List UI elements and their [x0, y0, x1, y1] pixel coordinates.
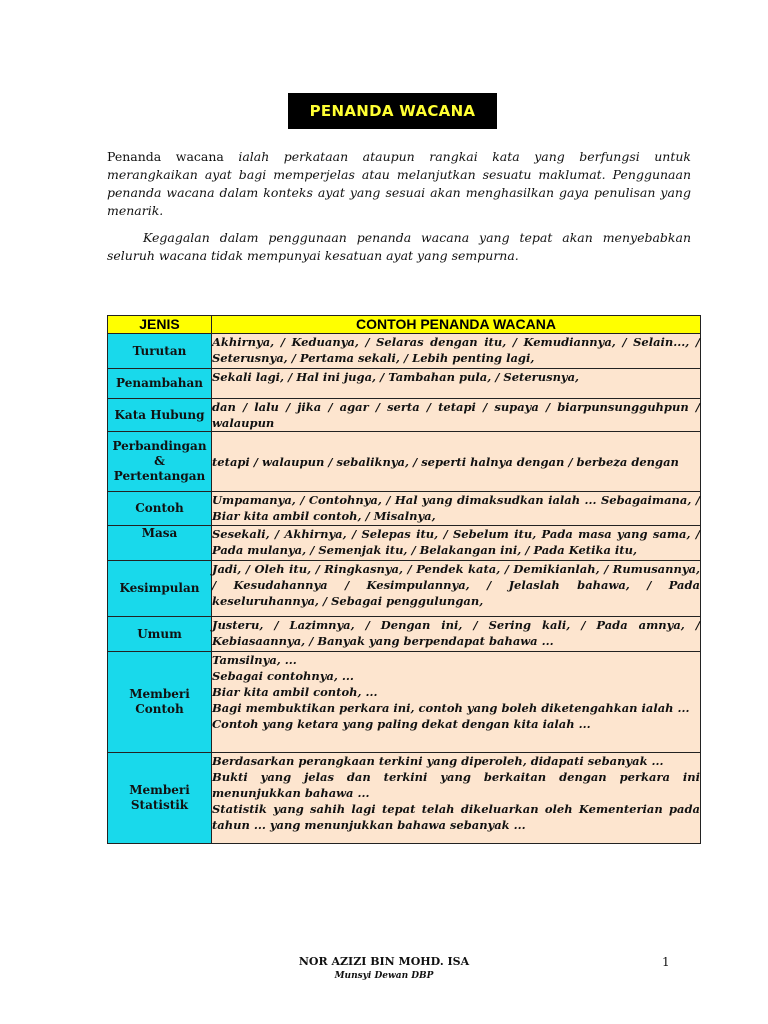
table-row — [108, 526, 701, 561]
intro-paragraph-2: Kegagalan dalam penggunaan penanda wacana yang tepat akan menyebabkan seluruh wacana tidak mempunyai kesatuan ayat yang sempurna. — [107, 230, 691, 263]
row-category: Turutan — [108, 334, 212, 369]
table-row — [108, 617, 701, 652]
table-row — [108, 369, 701, 399]
example-line: Biar kita ambil contoh, ... — [212, 685, 378, 699]
example-line: Justeru, / Lazimnya, / Dengan ini, / Sering kali, / Pada amnya, / Kebiasaannya, / Banyak yang berpendapat bahawa ... — [212, 618, 700, 648]
table-row — [108, 652, 701, 753]
table-row — [108, 561, 701, 617]
footer-role: Munsyi Dewan DBP — [334, 971, 434, 981]
intro-lead: Penanda wacana — [107, 149, 224, 164]
row-examples — [212, 526, 701, 561]
row-category — [108, 399, 212, 432]
row-category: Memberi Contoh — [108, 652, 212, 753]
row-category: Masa — [108, 526, 212, 561]
page-title: PENANDA WACANA — [309, 102, 476, 120]
example-line: Berdasarkan perangkaan terkini yang diperoleh, didapati sebanyak ... — [212, 754, 664, 768]
example-line: Umpamanya, / Contohnya, / Hal yang dimaksudkan ialah ... Sebagaimana, / Biar kita ambil contoh, / Misalnya, — [212, 493, 700, 523]
table-row — [108, 492, 701, 526]
example-line: Bagi membuktikan perkara ini, contoh yang boleh diketengahkan ialah ... — [212, 701, 690, 715]
row-category-label: Kata Hubung — [114, 407, 205, 422]
row-category: Kesimpulan — [108, 561, 212, 617]
example-line: Sesekali, / Akhirnya, / Selepas itu, / Sebelum itu, Pada masa yang sama, / Pada mulanya, / Semenjak itu, / Belakangan ini, / Pada Ketika itu, — [212, 527, 700, 557]
row-category: Contoh — [108, 492, 212, 526]
example-line: Sebagai contohnya, ... — [212, 669, 354, 683]
example-line: Jadi, / Oleh itu, / Ringkasnya, / Pendek kata, / Demikianlah, / Rumusannya, / Kesudahannya / Kesimpulannya, / Jelaslah bahawa, / Pada keseluruhannya, / Sebagai penggulungan, — [212, 562, 700, 608]
row-examples — [212, 652, 701, 753]
row-examples — [212, 399, 701, 432]
title-box — [288, 93, 497, 129]
row-examples — [212, 561, 701, 617]
example-line: Contoh yang ketara yang paling dekat dengan kita ialah ... — [212, 717, 591, 731]
table-header-row — [108, 316, 701, 334]
row-category: Umum — [108, 617, 212, 652]
example-line: dan / lalu / jika / agar / serta / tetapi / supaya / biarpunsungguhpun / walaupun — [212, 400, 700, 430]
row-examples — [212, 369, 701, 399]
intro-paragraph — [107, 148, 691, 220]
intro-rest: ialah perkataan ataupun rangkai kata yang berfungsi untuk merangkaikan ayat bagi memperjelas atau melanjutkan sesuatu maklumat. Penggunaan penanda wacana dalam konteks ayat yang sesuai akan menghasilkan gaya penulisan yang menarik. — [107, 149, 691, 218]
header-jenis: JENIS — [108, 316, 212, 334]
page-number: 1 — [662, 955, 670, 969]
example-line: Statistik yang sahih lagi tepat telah dikeluarkan oleh Kementerian pada tahun ... yang menunjukkan bahawa sebanyak ... — [212, 802, 700, 832]
row-category: Memberi Statistik — [108, 753, 212, 844]
row-category: Penambahan — [108, 369, 212, 399]
table-row — [108, 432, 701, 492]
row-examples — [212, 492, 701, 526]
table-row — [108, 334, 701, 369]
example-line: Akhirnya, / Keduanya, / Selaras dengan itu, / Kemudiannya, / Selain..., / Seterusnya, / Pertama sekali, / Lebih penting lagi, — [212, 335, 700, 365]
example-line: Bukti yang jelas dan terkini yang berkaitan dengan perkara ini menunjukkan bahawa ... — [212, 770, 700, 800]
example-line: Sekali lagi, / Hal ini juga, / Tambahan pula, / Seterusnya, — [212, 370, 580, 384]
example-line: Tamsilnya, ... — [212, 653, 297, 667]
table-row — [108, 753, 701, 844]
row-examples — [212, 617, 701, 652]
row-examples — [212, 334, 701, 369]
discourse-marker-table — [107, 315, 701, 844]
footer-author: NOR AZIZI BIN MOHD. ISA — [298, 955, 470, 968]
row-category: Perbandingan & Pertentangan — [108, 432, 212, 492]
row-examples — [212, 432, 701, 492]
table-row — [108, 399, 701, 432]
header-contoh: CONTOH PENANDA WACANA — [212, 316, 701, 334]
example-line: tetapi / walaupun / sebaliknya, / seperti halnya dengan / berbeza dengan — [212, 454, 679, 469]
row-examples — [212, 753, 701, 844]
